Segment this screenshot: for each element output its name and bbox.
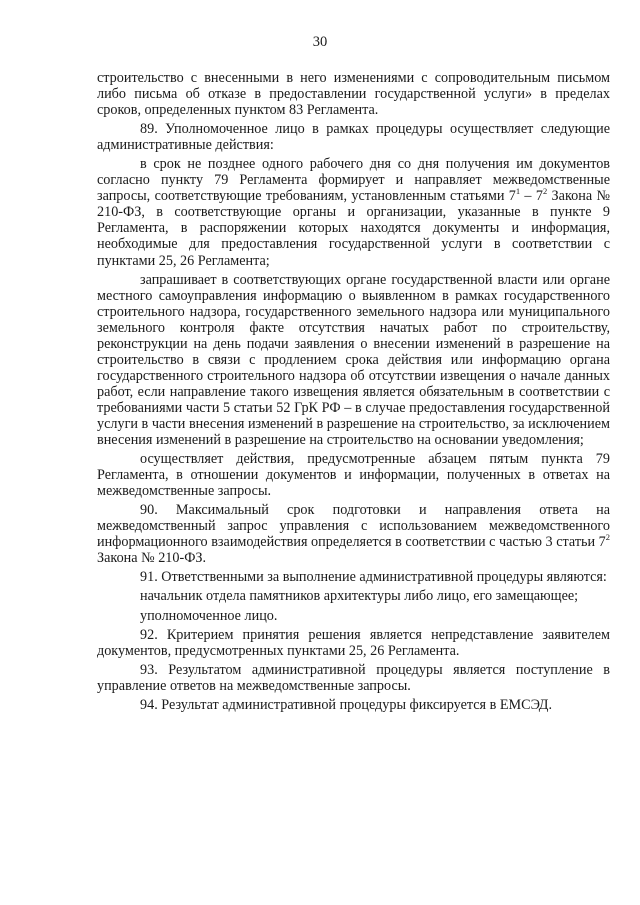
paragraph-continuation: строительство с внесенными в него изменениями с сопроводительным письмом либо письма об отказе в предоставлении государственной услуги» в пределах сроков, определенных пунктом 83 Регламента. [97,70,610,119]
superscript: 2 [542,186,548,197]
paragraph-89: 89. Уполномоченное лицо в рамках процедуры осуществляет следующие административные действия: [97,121,610,154]
superscript: 1 [515,186,521,197]
paragraph-89-item-1 [97,156,610,268]
paragraph-89-item-2: запрашивает в соответствующих органе государственной власти или органе местного самоуправления информацию о выявленном в рамках государственного строительного надзора, государственного земельного надзора или муниципального земельного контроля факте отсутствия начатых работ по строительству, реконструкции на день подачи заявления о внесении изменений в разрешение на строительство в связи с продлением срока действия или информацию органа государственного строительного надзора об отсутствии извещения о начале данных работ, если направление такого извещения является обязательным в соответствии с требованиями части 5 статьи 52 ГрК РФ – в случае предоставления государственной услуги в части внесения изменений в разрешение на строительство, за исключением внесения изменений в разрешение на строительство на основании уведомления; [97,271,610,449]
document-body [97,70,610,716]
page-number: 30 [312,34,328,50]
superscript: 2 [605,532,610,543]
paragraph-91-item-1: начальник отдела памятников архитектуры либо лицо, его замещающее; [140,588,579,605]
paragraph-91-item-2: уполномоченное лицо. [140,607,278,624]
paragraph-93: 93. Результатом административной процедуры является поступление в управление ответов на межведомственные запросы. [97,661,610,694]
paragraph-94: 94. Результат административной процедуры фиксируется в ЕМСЭД. [140,696,552,713]
paragraph-text: Закона № 210-ФЗ, в соответствующие органы и организации, указанные в пункте 9 Регламента, в распоряжении которых находятся документы и информация, необходимые для предоставления государственной услуги в соответствии с пунктами 25, 26 Регламента; [97,188,610,269]
paragraph-text: – 7 [520,188,543,205]
paragraph-text: в срок не позднее одного рабочего дня со дня получения им документов согласно пункту 79 Регламента формирует и направляет межведомственные запросы, соответствующие требованиям, установленным статьями 7 [97,156,610,205]
paragraph-text: 90. Максимальный срок подготовки и направления ответа на межведомственный запрос управления с использованием межведомственного информационного взаимодействия определяется в соответствии с частью 3 статьи 7 [97,502,610,551]
paragraph-89-item-3: осуществляет действия, предусмотренные абзацем пятым пункта 79 Регламента, в отношении документов и информации, полученных в ответах на межведомственные запросы. [97,451,610,500]
paragraph-text: Закона № 210-ФЗ. [97,550,207,567]
paragraph-91: 91. Ответственными за выполнение административной процедуры являются: [140,569,607,586]
paragraph-90 [97,502,610,566]
paragraph-92: 92. Критерием принятия решения является непредставление заявителем документов, предусмотренных пунктами 25, 26 Регламента. [97,626,610,659]
